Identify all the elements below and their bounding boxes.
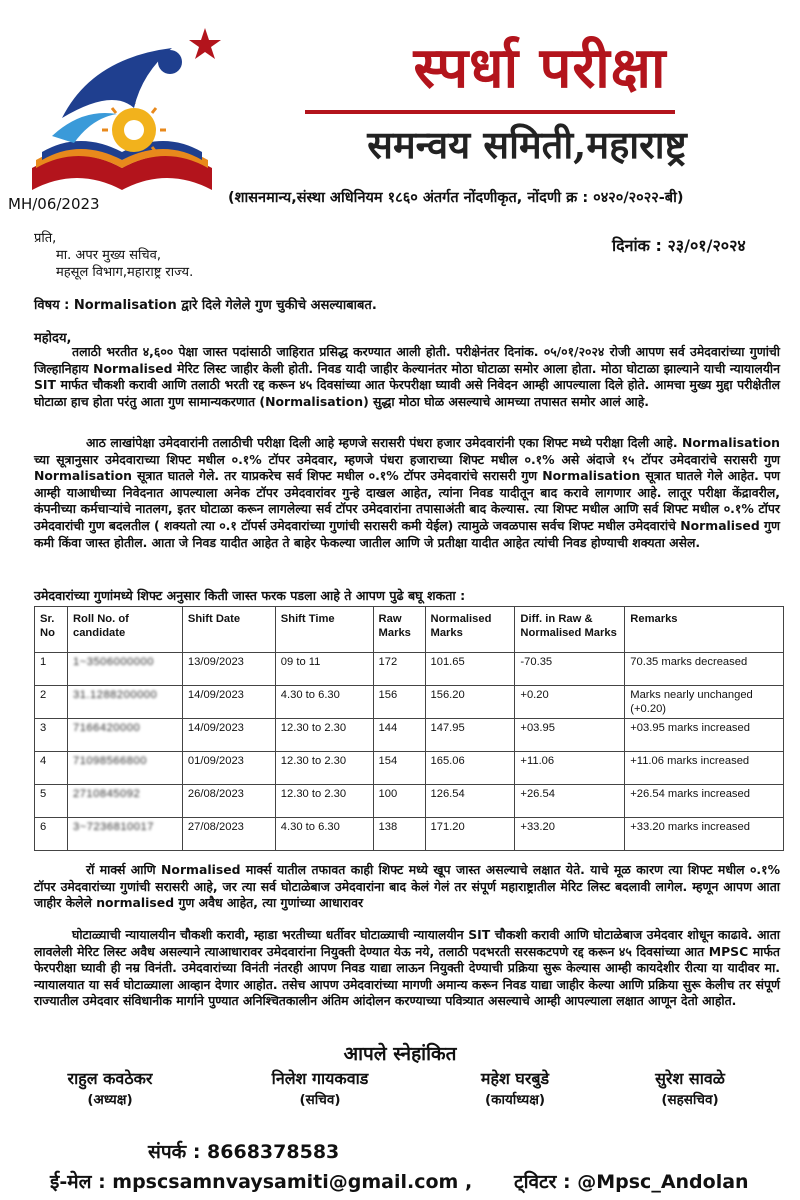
cell-sr: 4 bbox=[35, 752, 68, 785]
recipient-block bbox=[34, 230, 554, 281]
header-diff: Diff. in Raw & Normalised Marks bbox=[515, 607, 625, 653]
letter-date: दिनांक : २३/०१/२०२४ bbox=[612, 236, 746, 255]
registration-code: MH/06/2023 bbox=[8, 195, 100, 213]
paragraph-1: तलाठी भरतीत ४,६०० पेक्षा जास्त पदांसाठी जाहिरात प्रसिद्ध करण्यात आली होती. परीक्षेनंतर दिनांक. ०५/०१/२०२४ रोजी आपण सर्व उमेदवारांच्या गुणांची जिल्हानिहाय Normalised मेरिट लिस्ट जाहीर केली होती. निवड यादी जाहीर केल्यानंतर मोठा घोटाळा समोर आला होता. मोठा घोटाळा झाल्याने याची न्यायालयीन SIT मार्फत चौकशी करावी आणि तलाठी भरती रद्द करून ४५ दिवसांच्या आत फेरपरीक्षा घ्यावी असे निवेदन आम्ही आपल्याला दिले होते. आमचा मुख्य मुद्दा परीक्षेतील घोटाळा हाच होता परंतु आता गुण सामान्यकरणात (Normalisation) सुद्धा मोठा घोळ असल्याचे आमच्या तपासत समोर आलं आहे. bbox=[34, 344, 780, 409]
cell-diff: -70.35 bbox=[515, 653, 625, 686]
cell-date: 27/08/2023 bbox=[182, 818, 275, 851]
cell-remarks: +03.95 marks increased bbox=[625, 719, 784, 752]
signatory-role: (सचिव) bbox=[299, 1092, 341, 1108]
cell-diff: +26.54 bbox=[515, 785, 625, 818]
footer-email: ई-मेल : mpscsamnvaysamiti@gmail.com , bbox=[50, 1171, 473, 1193]
table-intro: उमेदवारांच्या गुणांमध्ये शिफ्ट अनुसार किती जास्त फरक पडला आहे ते आपण पुढे बघू शकता : bbox=[34, 588, 466, 603]
recipient-line: प्रति, bbox=[34, 231, 57, 246]
header-normalised-marks: Normalised Marks bbox=[425, 607, 515, 653]
cell-roll: 3~7236810017 bbox=[67, 818, 182, 851]
paragraph-2: आठ लाखांपेक्षा उमेदवारांनी तलाठीची परीक्षा दिली आहे म्हणजे सरासरी पंधरा हजार उमेदवारांनी एका शिफ्ट मध्ये परीक्षा दिली आहे. Normalisation च्या सूत्रानुसार उमेदवाराच्या शिफ्ट मधील ०.१% टॉपर उमेदवार, म्हणजे पंधरा हजाराच्या शिफ्ट मधील ०.१% असे अंदाजे १५ टॉपर उमेदवारांचे सरासरी गुण Normalisation सूत्रात घातले गेले. तर याप्रकरेच सर्व शिफ्ट मधील ०.१% टॉपर उमेदवारांचे सरासरी गुण Normalisation सूत्रात घातले गेले आहेत. पण आम्ही याआधीच्या निवेदनात आपल्याला अनेक टॉपर उमेदवारांवर गुन्हे दाखल आहेत, त्यांना निवड यादीतून बाद करावे लागणार आहे. लातूर परीक्षा केंद्रावरील, कंपनीच्या कर्मचाऱ्यांचे नातलग, इतर घोटाळा करून लागलेल्या सर्व टॉपर उमेदवारांना तपासाअंती बाद केल्यास. त्या शिफ्ट मधील आणि सर्व शिफ्ट मधील ०.१% टॉपर उमेदवारांची गुण बदलतील ( शक्यतो त्या ०.१ टॉपर्स उमेदवारांच्या गुणांची सरासरी कमी येईल) त्यामुळे जवळपास सर्वच शिफ्ट मधील उमेदवारांचे Normalised गुण कमी किंवा जास्त होतील. आता जे निवड यादीत आहेत ते बाहेर फेकल्या जातील आणि जे प्रतीक्षा यादीत आहेत त्यांची निवड होण्याची शक्यता असेल. bbox=[34, 435, 780, 550]
signatory-joint-secretary bbox=[600, 1068, 780, 1110]
table-row bbox=[35, 653, 784, 686]
cell-raw: 154 bbox=[373, 752, 425, 785]
signatory-secretary bbox=[230, 1068, 410, 1110]
cell-diff: +33.20 bbox=[515, 818, 625, 851]
recipient-line: मा. अपर मुख्य सचिव, bbox=[56, 248, 161, 263]
cell-remarks: +26.54 marks increased bbox=[625, 785, 784, 818]
cell-raw: 172 bbox=[373, 653, 425, 686]
cell-remarks: +33.20 marks increased bbox=[625, 818, 784, 851]
title-underline bbox=[305, 110, 675, 114]
header-remarks: Remarks bbox=[625, 607, 784, 653]
footer-twitter: ट्विटर : @Mpsc_Andolan bbox=[514, 1171, 749, 1193]
cell-norm: 126.54 bbox=[425, 785, 515, 818]
logo-book-figure-icon bbox=[22, 18, 222, 198]
table-row bbox=[35, 686, 784, 719]
signature-heading: आपले स्नेहांकित bbox=[343, 1043, 457, 1065]
signatory-name: राहुल कवठेकर bbox=[67, 1069, 153, 1088]
cell-roll: 1~3506000000 bbox=[67, 653, 182, 686]
recipient-line: महसूल विभाग,महाराष्ट्र राज्य. bbox=[56, 265, 194, 280]
cell-norm: 147.95 bbox=[425, 719, 515, 752]
cell-raw: 100 bbox=[373, 785, 425, 818]
cell-norm: 165.06 bbox=[425, 752, 515, 785]
cell-time: 12.30 to 2.30 bbox=[275, 752, 373, 785]
cell-sr: 2 bbox=[35, 686, 68, 719]
cell-remarks: Marks nearly unchanged (+0.20) bbox=[625, 686, 784, 719]
table-row bbox=[35, 785, 784, 818]
cell-sr: 1 bbox=[35, 653, 68, 686]
signatory-working-president bbox=[425, 1068, 605, 1110]
header-shift-time: Shift Time bbox=[275, 607, 373, 653]
cell-diff: +0.20 bbox=[515, 686, 625, 719]
cell-remarks: +11.06 marks increased bbox=[625, 752, 784, 785]
cell-norm: 101.65 bbox=[425, 653, 515, 686]
paragraph-4: घोटाळ्याची न्यायालयीन चौकशी करावी, म्हाडा भरतीच्या धर्तीवर घोटाळ्याची न्यायालयीन SIT चौकशी करावी आणि घोटाळेबाज उमेदवार शोधून काढावे. आता लावलेली मेरिट लिस्ट अवैध असल्याने त्याआधारावर उमेदवारांना नियुक्ती देण्यात येऊ नये, तलाठी पदभरती सरसकटपणे रद्द करून ४५ दिवसांच्या आत MPSC मार्फत फेरपरीक्षा घ्यावी ही नम्र विनंती. उमेदवारांच्या विनंती नंतरही आपण निवड याद्या लाऊन नियुक्ती देण्याची प्रक्रिया सुरू केल्यास आम्ही कायदेशीर रीत्या या यादीवर मा. न्यायालयात या सर्व घोटाळ्याला आव्हान देणार आहोत. तसेच आपण उमेदवारांच्या मागणी अमान्य करून निवड याद्या जाहीर केल्या आणि प्रक्रिया सुरू केलीच तर संपूर्ण राज्यातील उमेदवार संविधानीक मार्गाने पुण्यात अनिश्चितकालीन अंतिम आंदोलन करण्याच्या पवित्र्यात असल्याचे आम्ही आपल्याला लक्षात आणून देतो आहोत. bbox=[34, 927, 780, 1009]
paragraph-3: रॉ मार्क्स आणि Normalised मार्क्स यातील तफावत काही शिफ्ट मध्ये खूप जास्त असल्याचे लक्षात येते. याचे मूळ कारण त्या शिफ्ट मधील ०.१% टॉपर उमेदवारांच्या गुणांची सरासरी आहे, जर त्या सर्व घोटाळेबाज उमेदवारांना बाद केलं गेलं तर संपूर्ण महाराष्ट्रातील मेरिट लिस्ट बदलावी लागेल. म्हणून आपण आता जाहीर केलेले normalised गुण अवैध आहेत, त्या गुणांच्या आधारावर bbox=[34, 862, 780, 911]
cell-diff: +11.06 bbox=[515, 752, 625, 785]
cell-raw: 138 bbox=[373, 818, 425, 851]
signatory-role: (कार्याध्यक्ष) bbox=[484, 1092, 546, 1108]
letter-greeting: महोदय, bbox=[34, 331, 72, 346]
signatory-president bbox=[20, 1068, 200, 1110]
cell-norm: 156.20 bbox=[425, 686, 515, 719]
signatory-role: (सहसचिव) bbox=[661, 1092, 719, 1108]
cell-time: 12.30 to 2.30 bbox=[275, 785, 373, 818]
organization-subtitle: समन्वय समिती,महाराष्ट्र bbox=[367, 122, 687, 167]
signatory-role: (अध्यक्ष) bbox=[87, 1092, 133, 1108]
header-roll-no: Roll No. of candidate bbox=[67, 607, 182, 653]
header-raw-marks: Raw Marks bbox=[373, 607, 425, 653]
table-row bbox=[35, 752, 784, 785]
organization-logo bbox=[22, 18, 222, 198]
cell-diff: +03.95 bbox=[515, 719, 625, 752]
table-row bbox=[35, 719, 784, 752]
header-shift-date: Shift Date bbox=[182, 607, 275, 653]
cell-norm: 171.20 bbox=[425, 818, 515, 851]
letter-subject: विषय : Normalisation द्वारे दिले गेलेले गुण चुकीचे असल्याबाबत. bbox=[34, 298, 377, 313]
cell-remarks: 70.35 marks decreased bbox=[625, 653, 784, 686]
cell-time: 4.30 to 6.30 bbox=[275, 686, 373, 719]
signatory-name: सुरेश सावळे bbox=[655, 1069, 725, 1088]
signatory-name: महेश घरबुडे bbox=[480, 1069, 550, 1088]
signatory-name: निलेश गायकवाड bbox=[271, 1069, 369, 1088]
table-row bbox=[35, 818, 784, 851]
cell-date: 14/09/2023 bbox=[182, 686, 275, 719]
cell-time: 09 to 11 bbox=[275, 653, 373, 686]
cell-roll: 31.1288200000 bbox=[67, 686, 182, 719]
cell-roll: 7166420000 bbox=[67, 719, 182, 752]
cell-date: 14/09/2023 bbox=[182, 719, 275, 752]
cell-raw: 156 bbox=[373, 686, 425, 719]
table-header-row bbox=[35, 607, 784, 653]
cell-time: 12.30 to 2.30 bbox=[275, 719, 373, 752]
cell-sr: 3 bbox=[35, 719, 68, 752]
registration-line: (शासनमान्य,संस्था अधिनियम १८६० अंतर्गत नोंदणीकृत, नोंदणी क्र : ०४२०/२०२२-बी) bbox=[228, 190, 684, 206]
cell-sr: 6 bbox=[35, 818, 68, 851]
cell-time: 4.30 to 6.30 bbox=[275, 818, 373, 851]
cell-date: 13/09/2023 bbox=[182, 653, 275, 686]
marks-table bbox=[34, 606, 784, 851]
cell-sr: 5 bbox=[35, 785, 68, 818]
footer-contact: संपर्क : 8668378583 bbox=[148, 1141, 340, 1163]
cell-roll: 71098566800 bbox=[67, 752, 182, 785]
cell-raw: 144 bbox=[373, 719, 425, 752]
cell-roll: 2710845092 bbox=[67, 785, 182, 818]
cell-date: 26/08/2023 bbox=[182, 785, 275, 818]
header-sr-no: Sr. No bbox=[35, 607, 68, 653]
cell-date: 01/09/2023 bbox=[182, 752, 275, 785]
organization-title: स्पर्धा परीक्षा bbox=[413, 35, 667, 101]
